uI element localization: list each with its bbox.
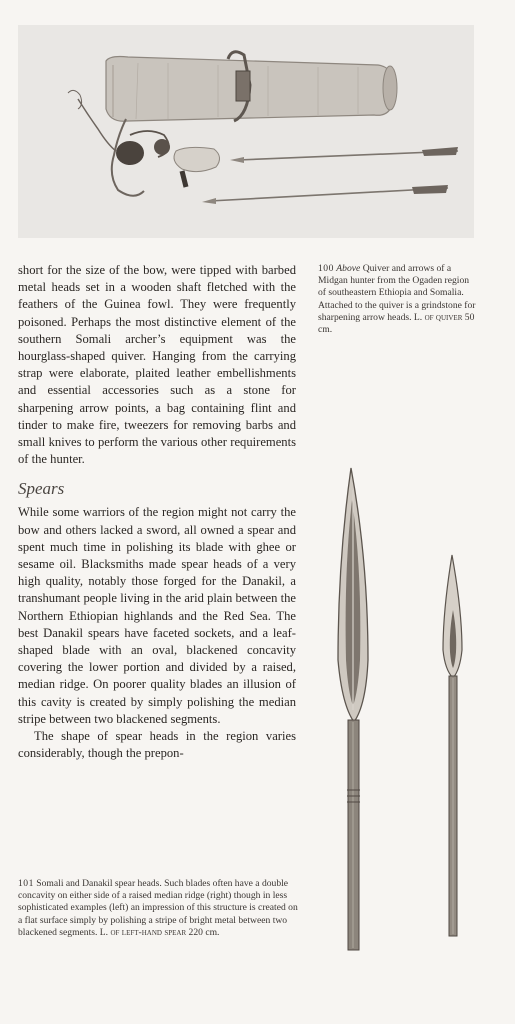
figure-100-text: Quiver and arrows of a Midgan hunter from the Ogaden region of southeastern Ethiopia and Somalia. Attached to the quiver is a grindstone for sharpening arrow heads. [318,263,476,323]
figure-101-measure-prefix: L. of left-hand spear [99,926,187,938]
quiver-illustration [18,25,474,238]
body-paragraph-1: short for the size of the bow, were tipped with barbed metal heads set in a wooden shaft fletched with the feathers of the Guinea fowl. They were frequently poisoned. Perhaps the most distinctive element of the southern Somali archer’s equipment was the hourglass-shaped quiver. Hanging from the carrying strap were elaborate, plaited leather embellishments and essential accessories such as a stone for sharpening arrow points, a bag containing flint and tinder to make fire, tweezers for removing barbs and small knives to perform the various other requirements of the hunter. [18,263,296,467]
figure-100-measure-prefix: L. of quiver [413,311,463,323]
body-paragraph-3: The shape of spear heads in the region varies considerably, though the prepon- [18,729,296,761]
figure-101-text: Somali and Danakil spear heads. Such blades often have a double concavity on either side of a raised median ridge (right) though in less sophisticated examples (left) an impression of this structure is created on a flat surface simply by polishing a stripe of bright metal between two blackened segments. [18,878,298,938]
section-heading-spears: Spears [18,479,65,499]
figure-101-caption [18,878,302,939]
figure-100-number: 100 [318,263,334,274]
figure-100-measure: 50 cm. [318,311,475,336]
figure-101-number: 101 [18,878,34,889]
figure-101-measure: 220 cm. [188,926,220,938]
spear-illustration [318,460,493,970]
figure-100-caption [318,263,478,336]
quiver-photo [18,25,474,238]
body-paragraph-2: While some warriors of the region might not carry the bow and others lacked a sword, all owned a spear and spent much time in polishing its blade with ghee or sesame oil. Blacksmiths made spear heads of a very high quality, notably those forged for the Danakil, a transhumant people living in the arid plain between the Northern Ethiopian highlands and the Red Sea. The best Danakil spears have faceted sockets, and a leaf-shaped blade with an oval, blackened concavity covering the lower portion and divided by a raised, median ridge. On poorer quality blades an illusion of this cavity is created by simply polishing the median stripe between two blackened segments. [18,505,296,726]
spear-heads-photo [318,460,493,970]
main-text-column [18,262,296,762]
figure-100-above: Above [336,263,361,274]
